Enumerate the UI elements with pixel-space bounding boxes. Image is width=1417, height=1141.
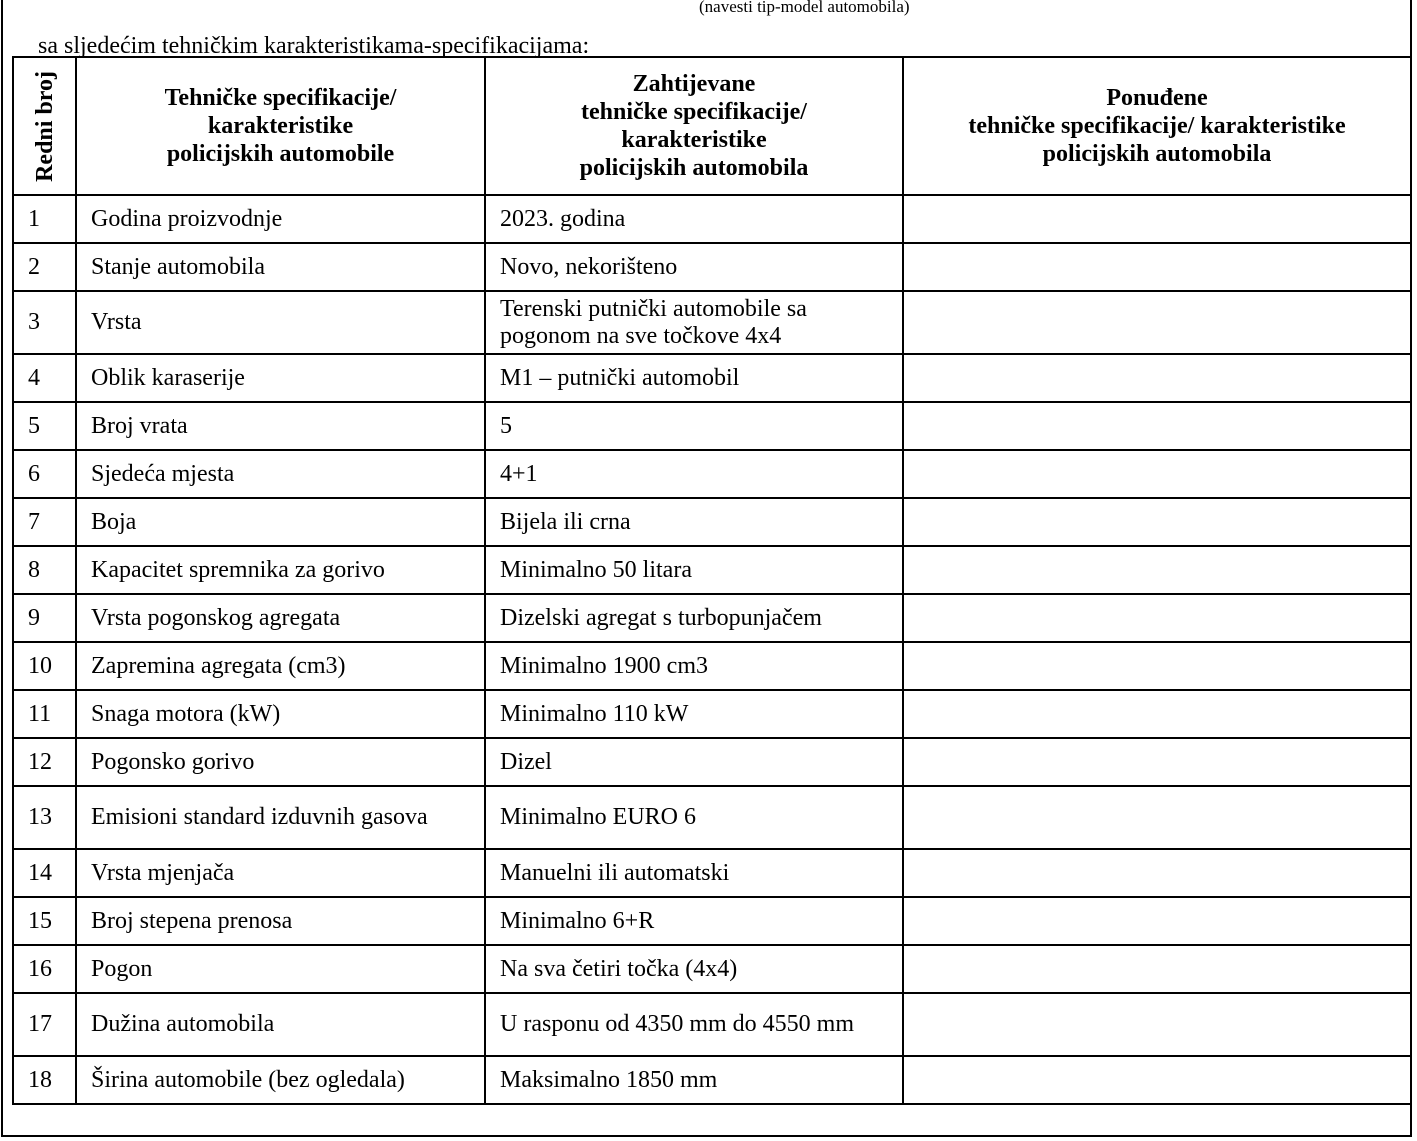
table-row [13, 690, 1411, 738]
model-caption: (navesti tip-model automobila) [699, 0, 910, 16]
table-row [13, 354, 1411, 402]
header-required: Zahtijevane tehničke specifikacije/ karakteristike policijskih automobila [485, 57, 903, 195]
row-number: 14 [13, 849, 76, 897]
table-row [13, 291, 1411, 354]
row-number: 2 [13, 243, 76, 291]
row-number: 1 [13, 195, 76, 243]
required-cell: Dizel [485, 738, 903, 786]
row-number: 9 [13, 594, 76, 642]
offered-cell[interactable] [903, 195, 1411, 243]
table-row [13, 450, 1411, 498]
row-number: 3 [13, 291, 76, 354]
table-row [13, 594, 1411, 642]
spec-cell: Vrsta mjenjača [76, 849, 485, 897]
intro-text: sa sljedećim tehničkim karakteristikama-specifikacijama: [38, 33, 590, 59]
spec-table [12, 56, 1412, 1105]
table-row [13, 402, 1411, 450]
required-cell: 4+1 [485, 450, 903, 498]
row-number: 4 [13, 354, 76, 402]
offered-cell[interactable] [903, 897, 1411, 945]
offered-cell[interactable] [903, 243, 1411, 291]
spec-cell: Vrsta pogonskog agregata [76, 594, 485, 642]
row-number: 10 [13, 642, 76, 690]
row-number: 8 [13, 546, 76, 594]
row-number: 12 [13, 738, 76, 786]
header-specs: Tehničke specifikacije/ karakteristike policijskih automobile [76, 57, 485, 195]
row-number: 5 [13, 402, 76, 450]
spec-cell: Broj vrata [76, 402, 485, 450]
spec-cell: Emisioni standard izduvnih gasova [76, 786, 485, 849]
offered-cell[interactable] [903, 642, 1411, 690]
row-number: 13 [13, 786, 76, 849]
table-row [13, 498, 1411, 546]
row-number: 6 [13, 450, 76, 498]
table-row [13, 849, 1411, 897]
table-row [13, 993, 1411, 1056]
spec-cell: Stanje automobila [76, 243, 485, 291]
spec-cell: Pogonsko gorivo [76, 738, 485, 786]
spec-cell: Kapacitet spremnika za gorivo [76, 546, 485, 594]
required-cell: Novo, nekorišteno [485, 243, 903, 291]
header-row [13, 57, 1411, 195]
required-cell: Terenski putnički automobile sa pogonom na sve točkove 4x4 [485, 291, 903, 354]
offered-cell[interactable] [903, 1056, 1411, 1104]
offered-cell[interactable] [903, 291, 1411, 354]
required-cell: Bijela ili crna [485, 498, 903, 546]
offered-cell[interactable] [903, 546, 1411, 594]
row-number: 7 [13, 498, 76, 546]
spec-cell: Boja [76, 498, 485, 546]
row-number: 15 [13, 897, 76, 945]
offered-cell[interactable] [903, 498, 1411, 546]
spec-cell: Snaga motora (kW) [76, 690, 485, 738]
offered-cell[interactable] [903, 945, 1411, 993]
table-row [13, 243, 1411, 291]
row-number: 18 [13, 1056, 76, 1104]
table-row [13, 546, 1411, 594]
required-cell: Minimalno 50 litara [485, 546, 903, 594]
offered-cell[interactable] [903, 402, 1411, 450]
row-number: 17 [13, 993, 76, 1056]
table-row [13, 738, 1411, 786]
row-number: 11 [13, 690, 76, 738]
offered-cell[interactable] [903, 738, 1411, 786]
required-cell: 2023. godina [485, 195, 903, 243]
offered-cell[interactable] [903, 993, 1411, 1056]
table-row [13, 1056, 1411, 1104]
table-row [13, 945, 1411, 993]
table-row [13, 786, 1411, 849]
required-cell: 5 [485, 402, 903, 450]
required-cell: Minimalno 1900 cm3 [485, 642, 903, 690]
header-offered: Ponuđene tehničke specifikacije/ karakteristike policijskih automobila [903, 57, 1411, 195]
required-cell: Minimalno EURO 6 [485, 786, 903, 849]
offered-cell[interactable] [903, 849, 1411, 897]
table-row [13, 642, 1411, 690]
required-cell: Manuelni ili automatski [485, 849, 903, 897]
spec-cell: Zapremina agregata (cm3) [76, 642, 485, 690]
spec-cell: Dužina automobila [76, 993, 485, 1056]
offered-cell[interactable] [903, 594, 1411, 642]
spec-cell: Pogon [76, 945, 485, 993]
spec-cell: Oblik karaserije [76, 354, 485, 402]
spec-cell: Sjedeća mjesta [76, 450, 485, 498]
required-cell: Dizelski agregat s turbopunjačem [485, 594, 903, 642]
offered-cell[interactable] [903, 786, 1411, 849]
spec-cell: Godina proizvodnje [76, 195, 485, 243]
header-redni-broj [13, 57, 76, 195]
row-number: 16 [13, 945, 76, 993]
offered-cell[interactable] [903, 354, 1411, 402]
header-redni-broj-label: Redni broj [31, 70, 58, 182]
required-cell: Na sva četiri točka (4x4) [485, 945, 903, 993]
required-cell: Maksimalno 1850 mm [485, 1056, 903, 1104]
table-row [13, 897, 1411, 945]
spec-cell: Vrsta [76, 291, 485, 354]
spec-cell: Širina automobile (bez ogledala) [76, 1056, 485, 1104]
offered-cell[interactable] [903, 690, 1411, 738]
table-row [13, 195, 1411, 243]
required-cell: M1 – putnički automobil [485, 354, 903, 402]
required-cell: Minimalno 6+R [485, 897, 903, 945]
required-cell: Minimalno 110 kW [485, 690, 903, 738]
offered-cell[interactable] [903, 450, 1411, 498]
required-cell: U rasponu od 4350 mm do 4550 mm [485, 993, 903, 1056]
spec-cell: Broj stepena prenosa [76, 897, 485, 945]
